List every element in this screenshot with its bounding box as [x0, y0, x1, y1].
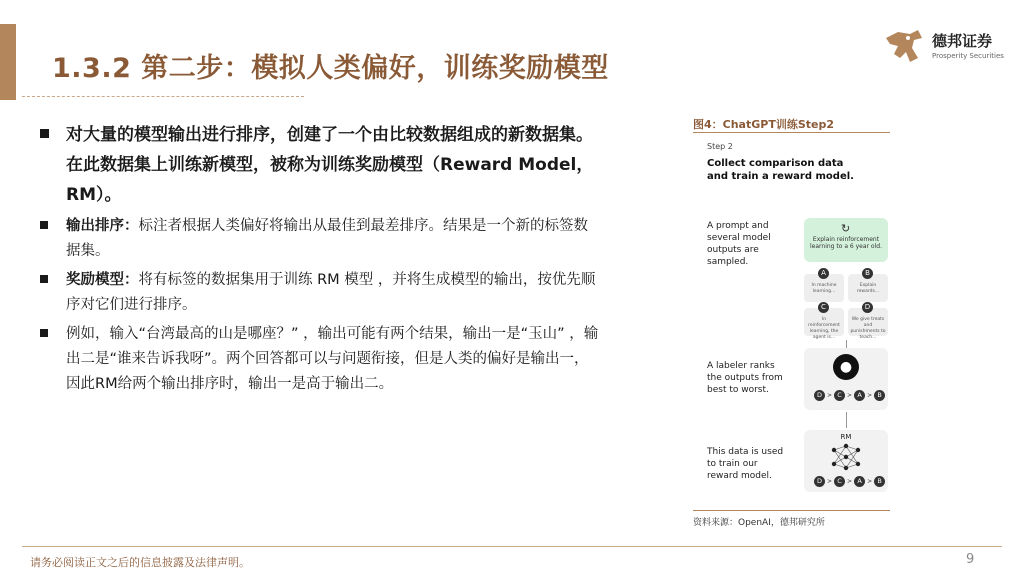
card-badge: A [818, 268, 829, 279]
intro-text: 对大量的模型输出进行排序，创建了一个由比较数据组成的新数据集。在此数据集上训练新模型，被称为训练奖励模型（Reward Model，RM）。 [66, 125, 594, 205]
step-label: Step 2 [707, 142, 733, 151]
card-text: We give treats and punishments to teach... [850, 317, 886, 340]
footer-disclaimer: 请务必阅读正文之后的信息披露及法律声明。 [30, 556, 250, 569]
title-accent-bar [0, 24, 16, 100]
bullet-square-icon [40, 329, 48, 337]
bullet-square-icon [40, 221, 48, 229]
card-text: In reinforcement learning, the agent is... [808, 317, 840, 340]
list-item [40, 214, 600, 264]
prompt-text: Explain reinforcement learning to a 6 year old. [810, 236, 882, 250]
rank-chip: D [814, 390, 825, 401]
labeler-person-icon: ● [833, 354, 859, 380]
item-text: 将有标签的数据集用于训练 RM 模型 ，并将生成模型的输出，按优先顺序对它们进行排序。 [66, 272, 596, 313]
rank-chip: C [834, 390, 845, 401]
output-card [848, 269, 888, 302]
refresh-icon: ↻ [841, 222, 851, 235]
page-title: 1.3.2 第二步：模拟人类偏好，训练奖励模型 [52, 53, 609, 84]
output-card [804, 269, 844, 302]
figure-source: 资料来源：OpenAI，德邦研究所 [693, 518, 825, 528]
card-text: Explain rewards... [856, 283, 880, 294]
figure-diagram [700, 140, 890, 510]
rank-chip: A [854, 390, 865, 401]
card-badge: B [862, 268, 873, 279]
ranking-row [814, 390, 885, 401]
logo-chinese-name: 德邦证券 [932, 32, 993, 50]
rank-operator: > [827, 392, 833, 399]
flow-arrow [846, 412, 847, 428]
main-content [40, 120, 600, 401]
rank-operator: > [867, 478, 873, 485]
logo-english-name: Prosperity Securities [932, 52, 1004, 60]
rank-operator: > [847, 478, 853, 485]
rm-label: RM [840, 433, 852, 441]
bullet-square-icon [40, 275, 48, 283]
bullet-square-icon [40, 129, 49, 138]
output-card [804, 303, 844, 340]
card-badge: C [818, 302, 829, 313]
company-logo [884, 28, 1004, 68]
intro-paragraph [40, 120, 600, 210]
page-number: 9 [966, 552, 975, 567]
figure-top-rule [693, 132, 890, 133]
flow-arrow [846, 340, 847, 348]
rank-operator: > [847, 392, 853, 399]
item-heading: 输出排序： [66, 218, 139, 234]
ranking-row [814, 476, 885, 487]
figure-bottom-rule [693, 510, 890, 511]
rank-operator: > [827, 478, 833, 485]
list-item [40, 322, 600, 397]
rank-chip: A [854, 476, 865, 487]
labeler-box [804, 348, 888, 410]
footer-divider [22, 546, 1002, 547]
rank-operator: > [867, 392, 873, 399]
labeler-description: A labeler ranks the outputs from best to worst. [707, 361, 783, 395]
prompt-box [804, 218, 888, 262]
rank-chip: C [834, 476, 845, 487]
item-heading: 奖励模型： [66, 272, 139, 288]
reward-model-box [804, 430, 888, 492]
card-badge: D [862, 302, 873, 313]
rank-chip: B [874, 476, 885, 487]
training-description: This data is used to train our reward model. [707, 447, 784, 481]
rank-chip: B [874, 390, 885, 401]
card-text: In machine learning... [811, 283, 837, 294]
figure-caption: 图4：ChatGPT训练Step2 [693, 118, 835, 131]
logo-mark-icon [884, 28, 924, 66]
item-text: 例如，输入“台湾最高的山是哪座？” ，输出可能有两个结果，输出一是“玉山” ，输出二是“谁来告诉我呀”。两个回答都可以与问题衔接，但是人类的偏好是输出一，因此RM给两个输出排序时，输出一是高于输出二。 [66, 326, 599, 392]
list-item [40, 268, 600, 318]
title-divider [22, 96, 304, 97]
neural-network-icon [830, 442, 862, 472]
step-title: Collect comparison data and train a reward model. [707, 158, 854, 182]
item-text: 标注者根据人类偏好将输出从最佳到最差排序。结果是一个新的标签数据集。 [66, 218, 588, 259]
sampled-description: A prompt and several model outputs are sampled. [707, 221, 771, 267]
rank-chip: D [814, 476, 825, 487]
output-card [848, 303, 888, 340]
